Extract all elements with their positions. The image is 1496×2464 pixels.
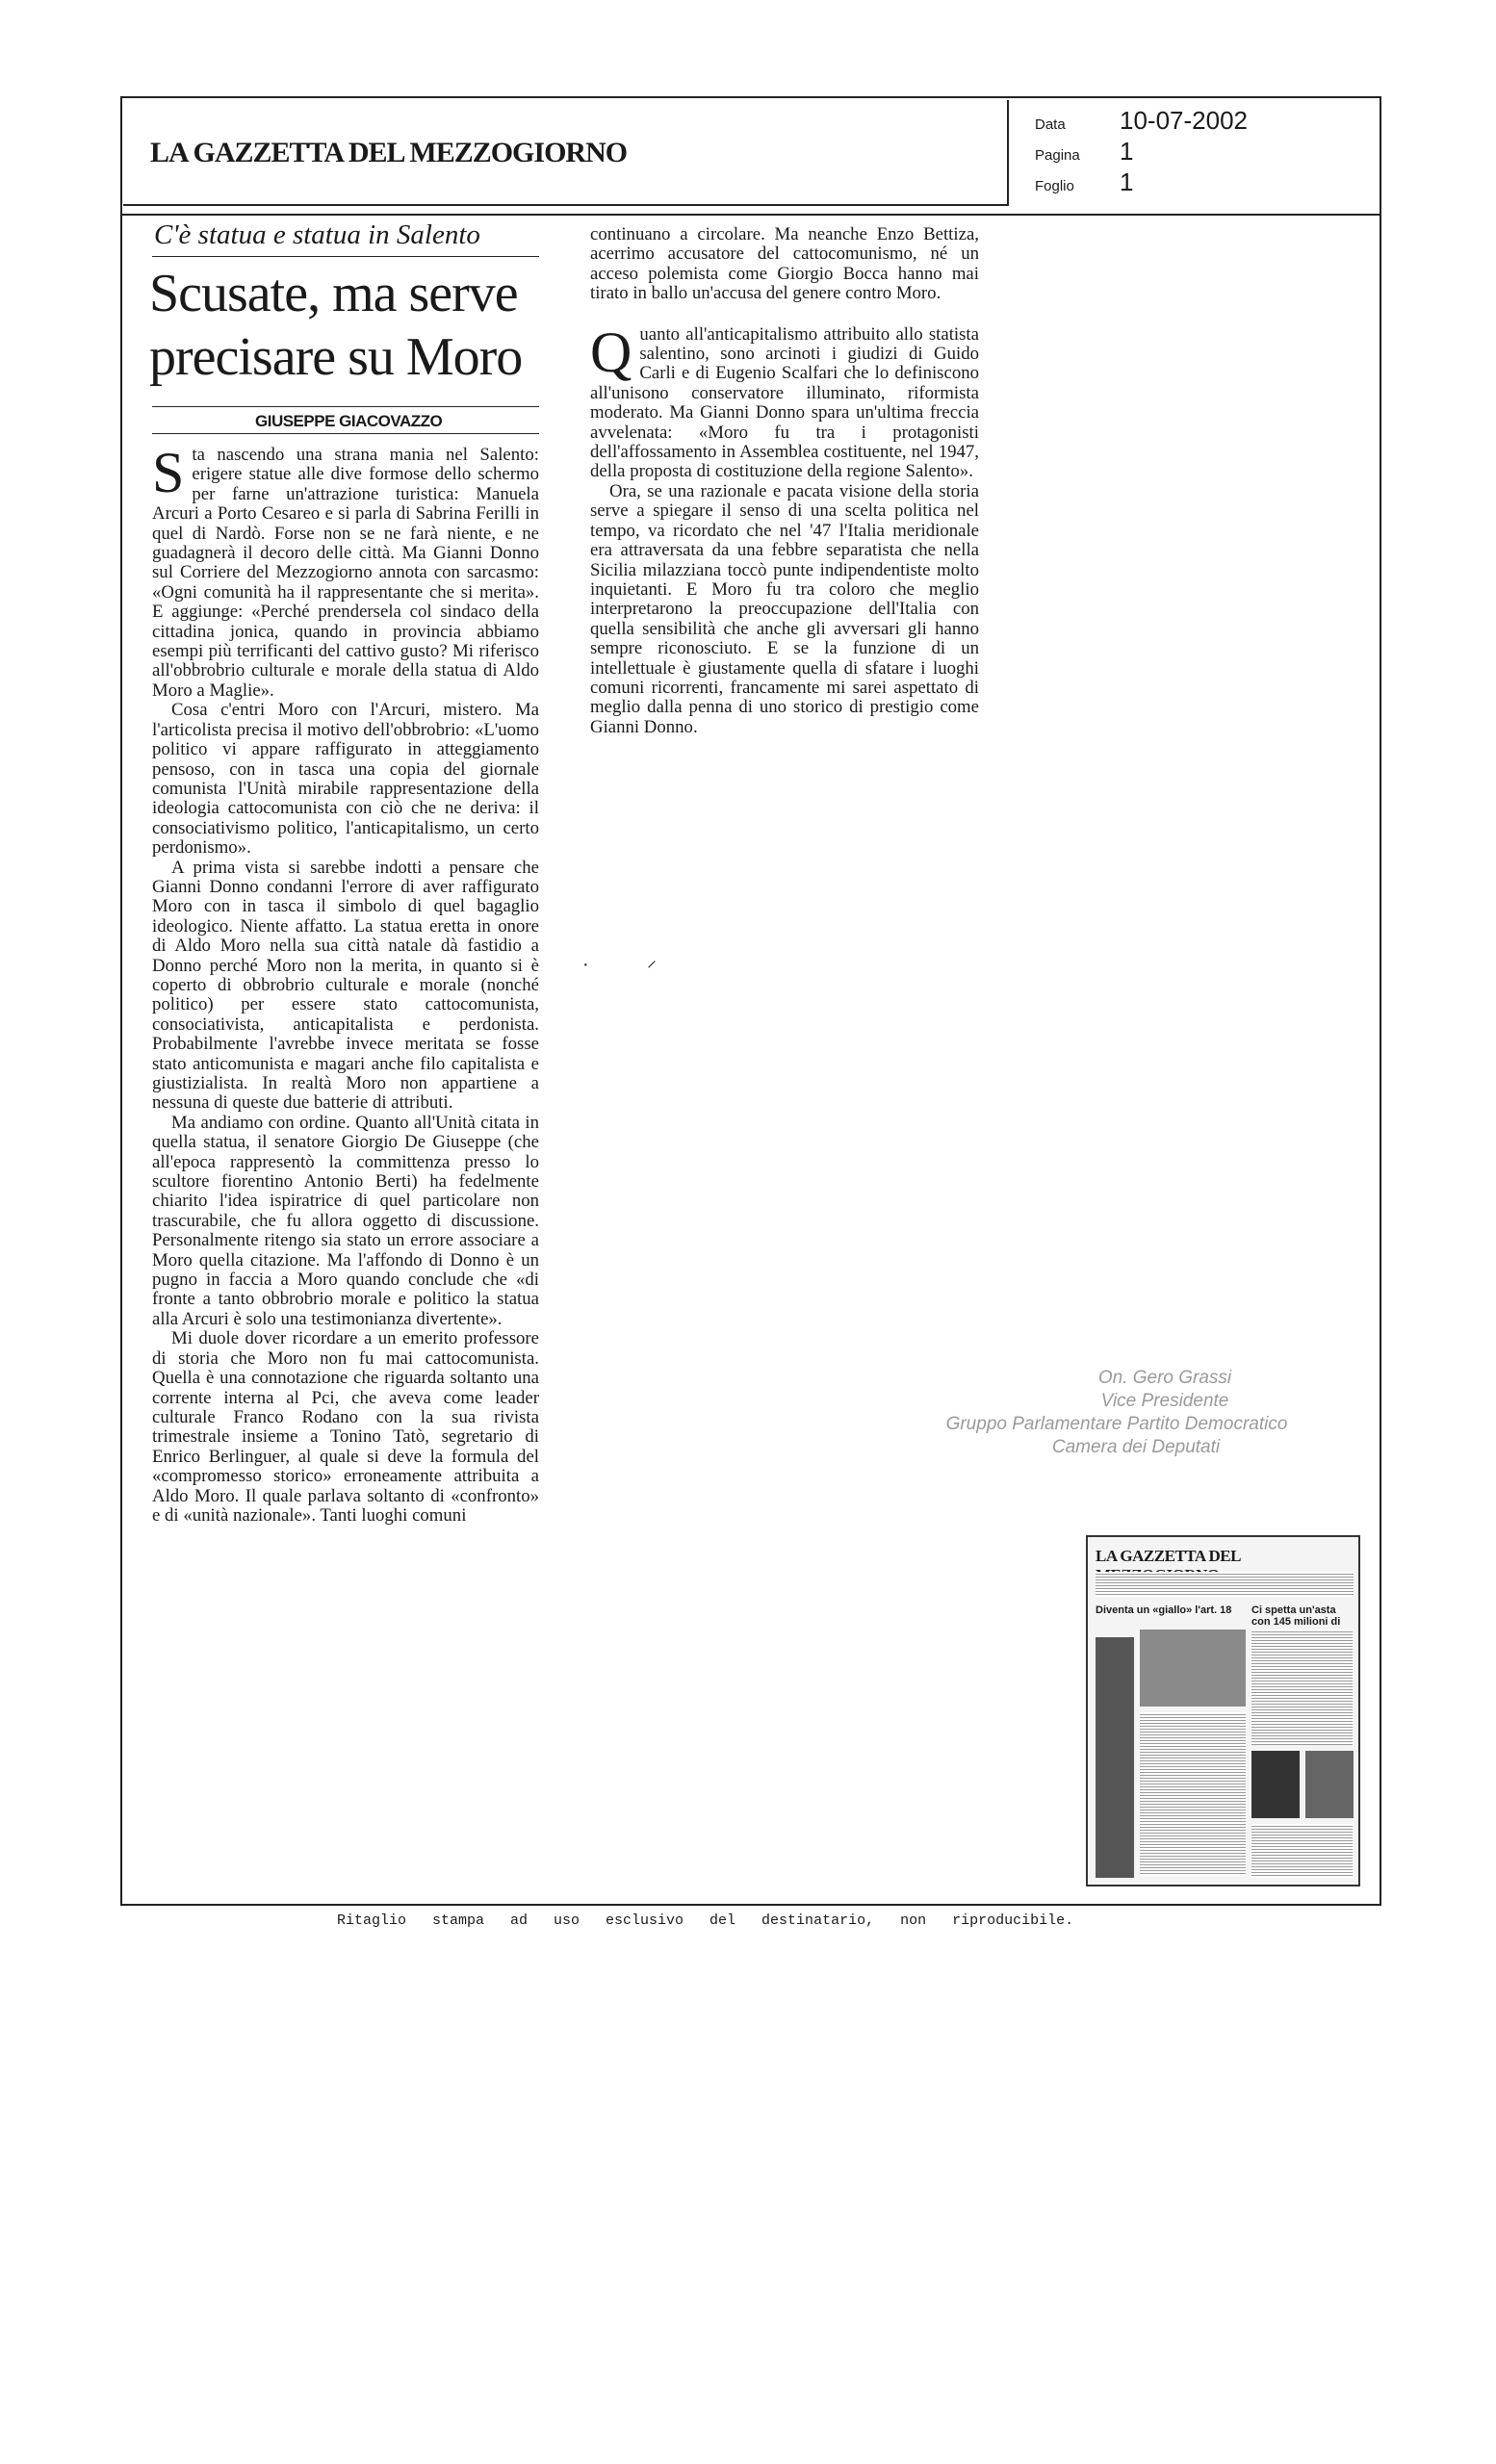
article-title: Scusate, ma serve precisare su Moro [149, 264, 523, 387]
thumbnail-photo [1140, 1630, 1246, 1707]
thumbnail-headline-left: Diventa un «giallo» l'art. 18 [1096, 1604, 1232, 1616]
thumbnail-masthead: LA GAZZETTA DEL [1096, 1547, 1240, 1565]
paragraph: Ma andiamo con ordine. Quanto all'Unità citata in quella statua, il senatore Giorgio De Giuseppe (che all'epoca rappresentò la committenza presso lo scultore fiorentino Antonio Berti) ha fedelmente chiarito l'idea ispiratrice di quel particolare non trascurabile, che fu allora oggetto di discussione. Personalmente ritengo sia stato un errore associare a Moro quella citazione. Ma l'affondo di Donno è un pugno in faccia a Moro quando conclude che «di fronte a tanto obbrobrio morale e politico la statua alla Arcuri è solo una testimonianza divertente». [152, 1112, 539, 1329]
stray-mark: ⸝ [647, 950, 657, 971]
thumbnail-header-strip [1096, 1572, 1354, 1597]
article-column-1 [152, 441, 539, 1526]
stamp-group: Gruppo Parlamentare Partito Democratico [945, 1414, 1288, 1434]
paragraph: continuano a circolare. Ma neanche Enzo Bettiza, acerrimo accusatore del cattocomunismo, né un acceso polemista come Giorgio Bocca hanno mai tirato in ballo un'accusa del genere contro Moro. [590, 224, 979, 304]
sheet-value: 1 [1120, 167, 1134, 196]
sheet-label: Foglio [1035, 178, 1074, 194]
thumbnail-sidebar [1096, 1637, 1134, 1878]
metadata-box [1016, 100, 1380, 206]
stamp-name: On. Gero Grassi [1097, 1368, 1232, 1388]
clipping-footer: Ritaglio stampa ad uso esclusivo del destinatario, non riproducibile. [337, 1912, 1074, 1929]
page-label: Pagina [1035, 147, 1080, 164]
paragraph: Sta nascendo una strana mania nel Salento: erigere statue alle dive formose dello schermo per farne un'attrazione turistica: Manuela Arcuri a Porto Cesareo e si parla di Sabrina Ferilli in quel di Nardò. Forse non se ne farà niente, e ne guadagnerà il decoro delle città. Ma Gianni Donno sul Corriere del Mezzogiorno annota con sarcasmo: «Ogni comunità ha il rappresentante che si merita». E aggiunge: «Perché prendersela col sindaco della cittadina jonica, quando in provincia abbiamo esempi più terrificanti del cattivo gusto? Mi riferisco all'obbrobrio culturale e morale della statua di Aldo Moro a Maglie». [152, 441, 539, 701]
paragraph: Ora, se una razionale e pacata visione della storia serve a spiegare il senso di una scelta politica nel tempo, va ricordato che nel '47 l'Italia meridionale era attraversata da una febbre separatista che nella Sicilia milazziana toccò punte indipendentiste molto inquietanti. E Moro fu tra coloro che meglio interpretarono la preoccupazione dell'Italia con quella sensibilità che anche gli avversari gli hanno sempre riconosciuto. E se la funzione di un intellettuale è giustamente quella di sfatare i luoghi comuni ricorrenti, francamente mi sarei aspettato di meglio dalla penna di uno storico di prestigio come Gianni Donno. [590, 480, 979, 737]
byline-rule [152, 433, 539, 434]
drop-cap: S [152, 441, 185, 504]
thumbnail-photo [1305, 1751, 1354, 1818]
page-row [1035, 137, 1133, 167]
paragraph: Cosa c'entri Moro con l'Arcuri, mistero. Ma l'articolista precisa il motivo dell'obbrobrio: «L'uomo politico vi appare raffigurato in atteggiamento pensoso, con in tasca una copia del giornale comunista l'Unità mirabile rappresentazione della ideologia cattocomunista con ciò che ne deriva: il consociativismo politico, l'anticapitalismo, un certo perdonismo». [152, 700, 539, 859]
newspaper-masthead: LA GAZZETTA DEL MEZZOGIORNO [150, 137, 628, 168]
date-value: 10-07-2002 [1120, 106, 1248, 135]
paragraph: A prima vista si sarebbe indotti a pensare che Gianni Donno condanni l'errore di aver raffigurato Moro con in tasca il simbolo di quel bagaglio ideologico. Niente affatto. La statua eretta in onore di Aldo Moro nella sua città natale dà fastidio a Donno perché Moro non la merita, in quanto si è coperto di obbrobrio culturale e morale (nonché politico) per essere stato cattocomunista, consociativista, anticapitalista e perdonista. Probabilmente l'avrebbe invece meritata se fosse stato anticomunista e magari anche filo capitalista e giustizialista. In realtà Moro non appartiene a nessuna di queste due batterie di attributi. [152, 857, 539, 1114]
front-page-thumbnail [1086, 1535, 1360, 1886]
stamp-role: Vice Presidente [1100, 1391, 1229, 1411]
sheet-row [1035, 167, 1133, 197]
paragraph: Quanto all'anticapitalismo attribuito allo statista salentino, sono arcinoti i giudizi di Guido Carli e di Eugenio Scalfari che lo definiscono all'unisono conservatore illuminato, riformista moderato. Ma Gianni Donno spara un'ultima freccia avvelenata: «Moro fu tra i protagonisti dell'affossamento in Assemblea costituente, nel 1947, della proposta di costituzione della regione Salento». [590, 320, 979, 482]
thumbnail-photo [1251, 1751, 1300, 1818]
title-rule [152, 406, 539, 407]
article-column-2 [590, 225, 979, 737]
masthead-box [123, 100, 1009, 206]
thumbnail-headline-right: Ci spetta un'asta con 145 milioni di [1251, 1604, 1341, 1628]
article-kicker: C'è statua e statua in Salento [154, 219, 480, 250]
thumbnail-text [1251, 1630, 1353, 1745]
drop-cap: Q [590, 320, 632, 384]
stray-mark: · [582, 955, 589, 976]
kicker-rule [152, 256, 539, 257]
article-byline: GIUSEPPE GIACOVAZZO [255, 412, 443, 430]
page-value: 1 [1120, 137, 1134, 166]
stamp-chamber: Camera dei Deputati [1051, 1437, 1221, 1457]
date-label: Data [1035, 116, 1066, 133]
official-stamp [895, 1367, 1338, 1459]
date-row [1035, 106, 1248, 136]
thumbnail-text [1140, 1712, 1246, 1876]
paragraph: Mi duole dover ricordare a un emerito professore di storia che Moro non fu mai cattocomunista. Quella è una connotazione che riguarda soltanto una corrente interna al Pci, che aveva come leader culturale Franco Rodano con la sua rivista trimestrale insieme a Tonino Tatò, segretario di Enrico Berlinguer, al quale si deve la formula del «compromesso storico» erroneamente attribuita a Aldo Moro. Il quale parlava soltanto di «confronto» e di «unità nazionale». Tanti luoghi comuni [152, 1328, 539, 1526]
col2-top-rule [590, 214, 979, 216]
thumbnail-text [1251, 1824, 1353, 1878]
